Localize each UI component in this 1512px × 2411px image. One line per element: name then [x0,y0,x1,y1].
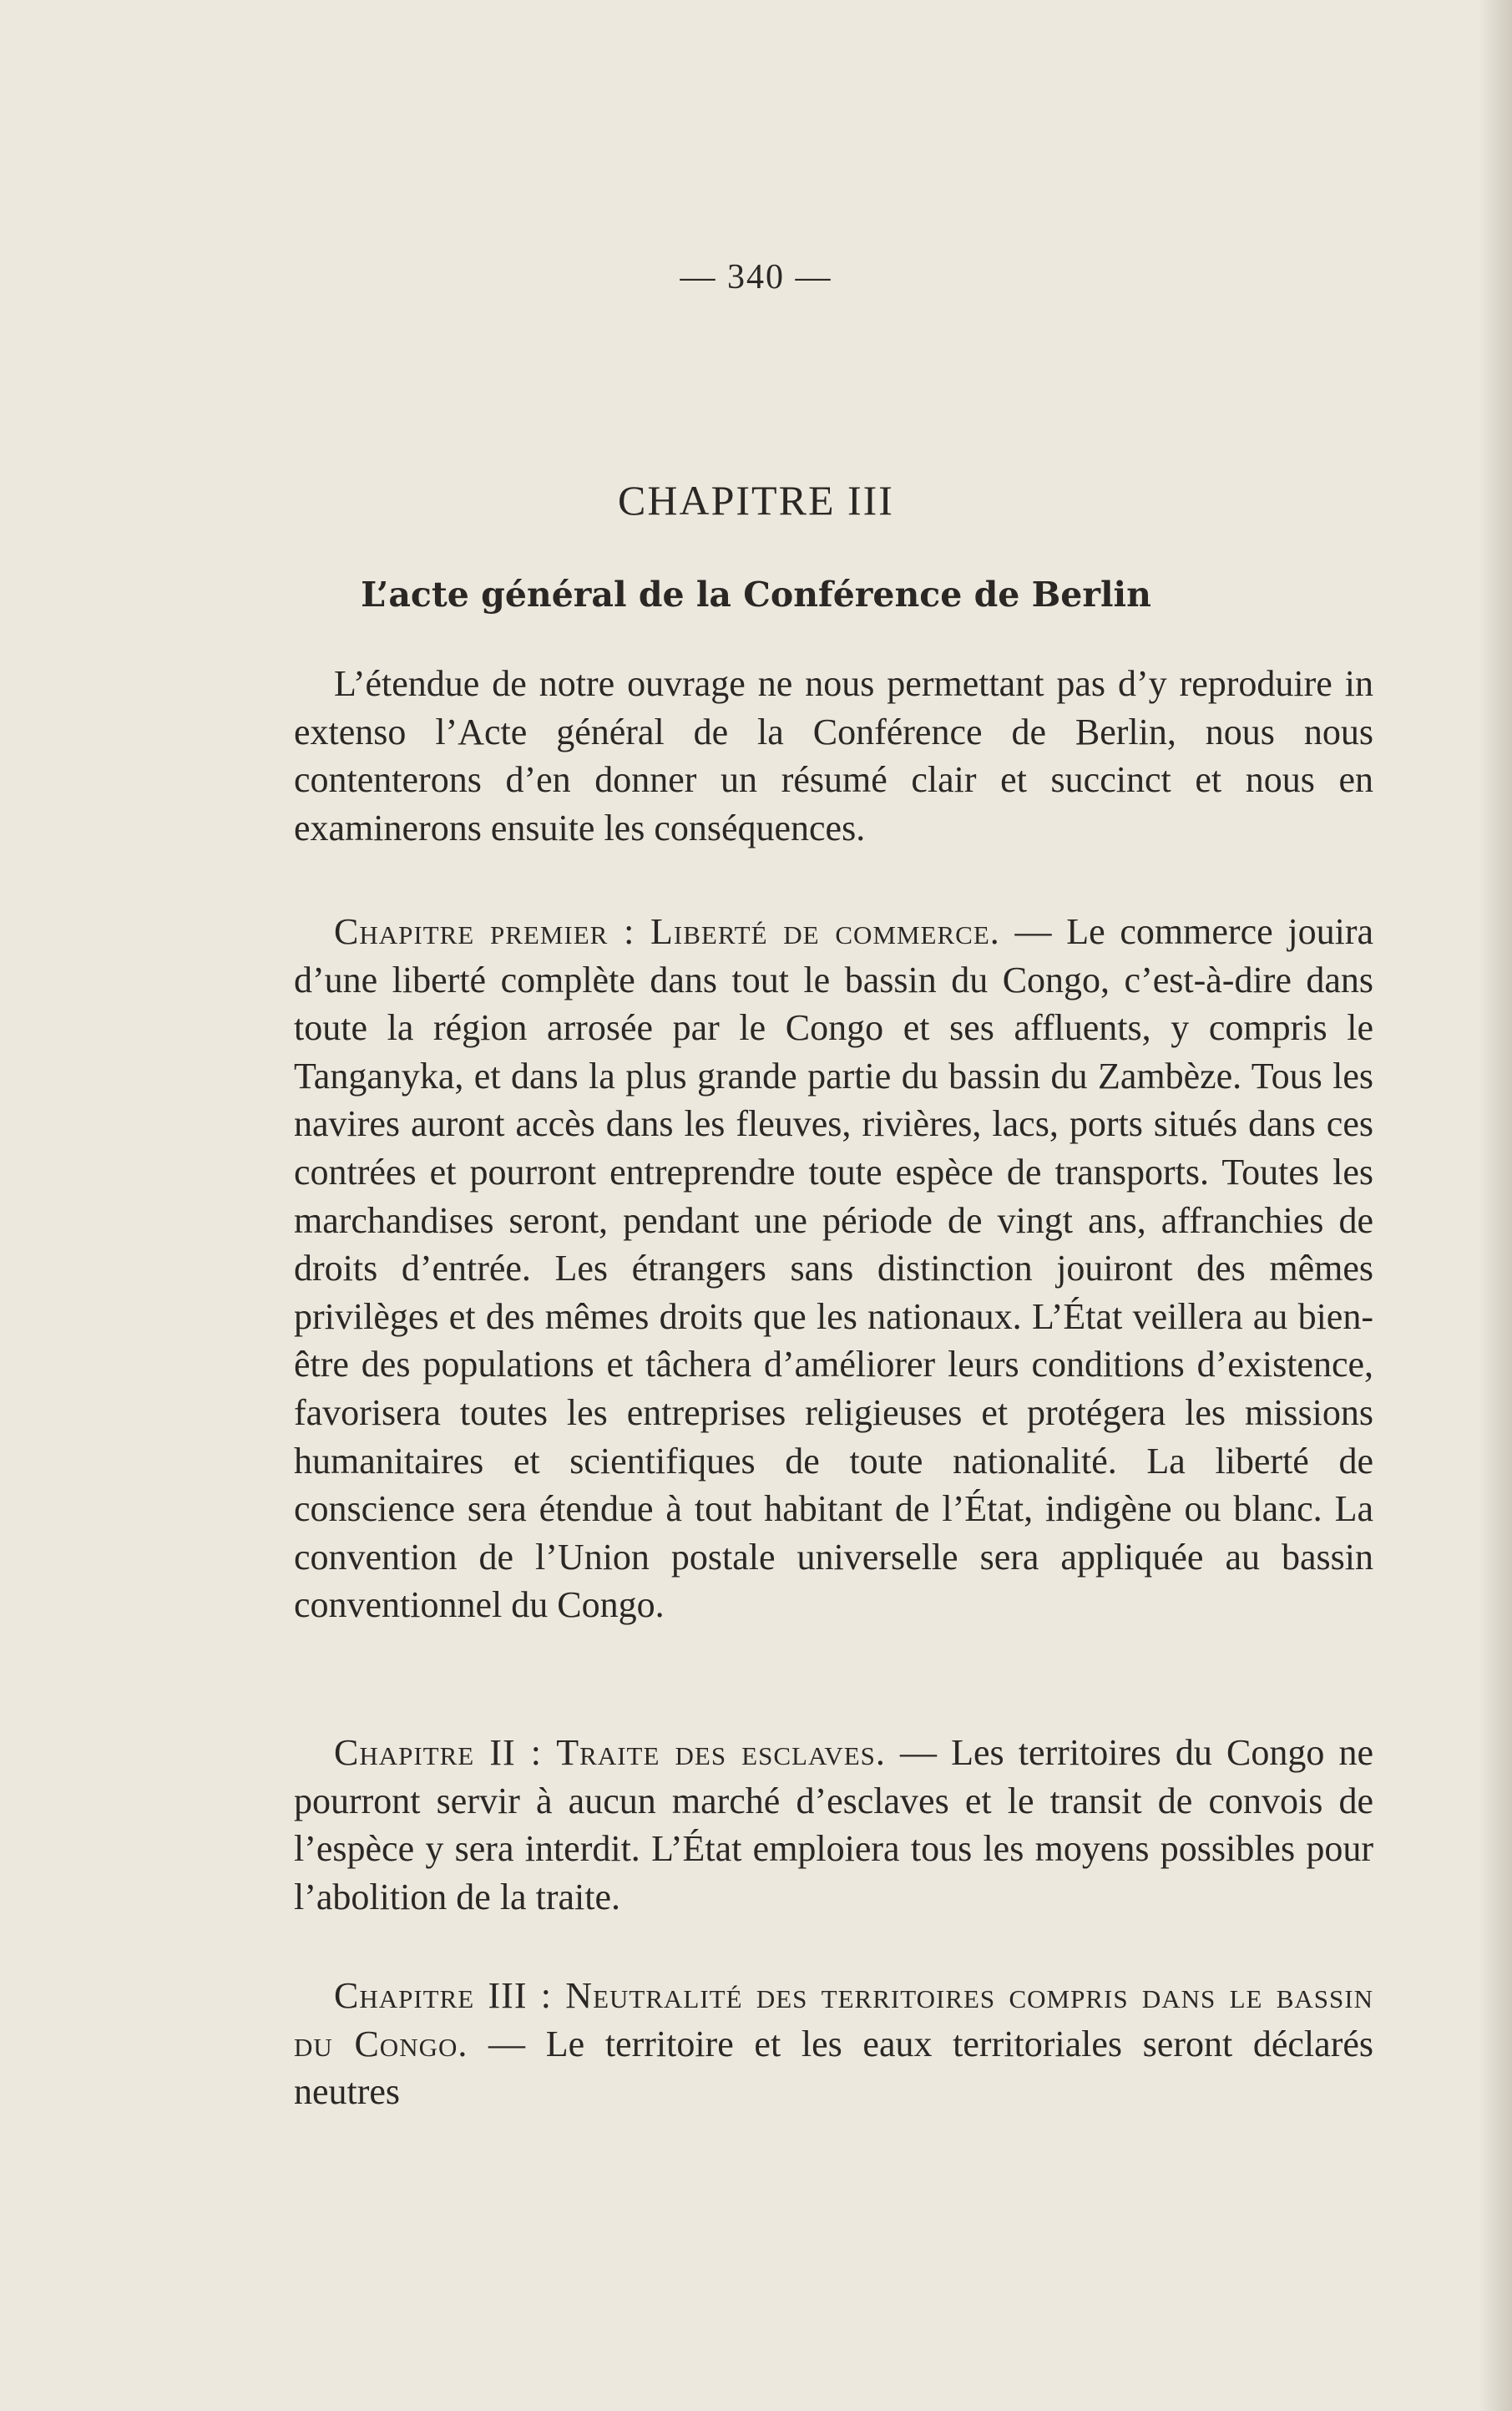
chapitre-iii-heading: Chapitre III : Neutralité des territoires compris dans le bassin du Congo. [294,1975,1373,2064]
chapitre-ii-paragraph [294,1729,1373,1921]
chapter-heading: CHAPITRE III [618,477,894,524]
page-number: — 340 — [680,258,832,296]
chapitre-iii-text: — Le territoire et les eaux territoriales seront déclarés neutres [294,2023,1373,2113]
chapitre-premier-heading: Chapitre premier : Liberté de commerce. [334,911,1000,952]
chapitre-premier-paragraph [294,908,1373,1629]
intro-paragraph: L’étendue de notre ouvrage ne nous permettant pas d’y reproduire in extenso l’Acte général de la Conférence de Berlin, nous nous contenterons d’en donner un résumé clair et succinct et nous en examinerons ensuite les conséquences. [294,663,1373,848]
chapitre-premier-text: — Le commerce jouira d’une liberté complète dans tout le bassin du Congo, c’est-à-dire dans toute la région arrosée par le Congo et ses affluents, y compris le Tanganyka, et dans la plus grande partie du bassin du Zambèze. Tous les navires auront accès dans les fleuves, rivières, lacs, ports situés dans ces contrées et pourront entreprendre toute espèce de transports. Toutes les marchandises seront, pendant une période de vingt ans, affranchies de droits d’entrée. Les étrangers sans distinction jouiront des mêmes privilèges et des mêmes droits que les nationaux. L’État veillera au bien-être des populations et tâchera d’améliorer leurs conditions d’existence, favorisera toutes les entreprises religieuses et protégera les missions humanitaires et scientifiques de toute nationalité. La liberté de conscience sera étendue à tout habitant de l’État, indigène ou blanc. La convention de l’Union postale universelle sera appliquée au bassin conventionnel du Congo. [294,911,1373,1626]
chapitre-ii-heading: Chapitre II : Traite des esclaves. [334,1732,886,1773]
section-title: L’acte général de la Conférence de Berlin [361,575,1151,615]
chapitre-iii-paragraph [294,1972,1373,2116]
chapitre-ii-text: — Les territoires du Congo ne pourront servir à aucun marché d’esclaves et le transit de convois de l’espèce y sera interdit. L’État emploiera tous les moyens possibles pour l’abolition de la traite. [294,1732,1374,1917]
